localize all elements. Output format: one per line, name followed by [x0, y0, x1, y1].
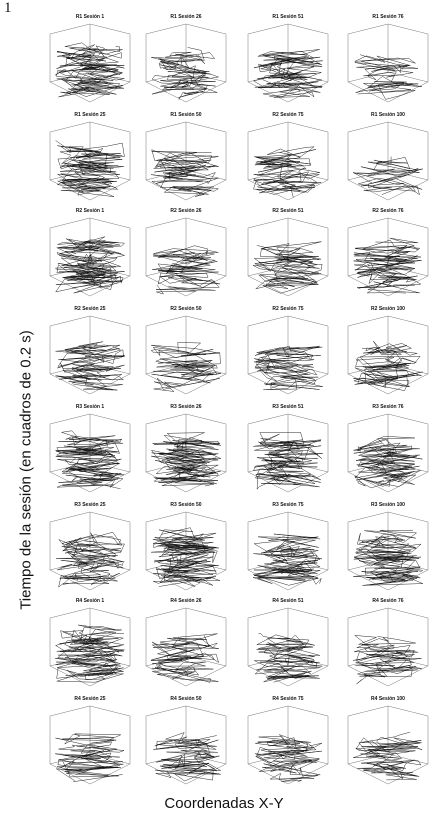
panel-3d-plot: [340, 412, 436, 500]
plot-panel: [42, 208, 138, 304]
panel-title: R4 Sesión 75: [272, 696, 304, 702]
panel-3d-plot: [340, 606, 436, 694]
box-edge: [90, 122, 130, 132]
box-edge: [288, 414, 328, 424]
trajectory-line: [253, 147, 321, 198]
trajectory-line: [55, 734, 124, 782]
x-axis-label: Coordenadas X-Y: [164, 795, 284, 812]
box-edge: [90, 414, 130, 424]
box-edge: [186, 180, 226, 200]
figure-number: 1: [4, 0, 12, 16]
panel-title: R3 Sesión 26: [170, 404, 202, 410]
box-edge: [348, 706, 388, 716]
panel-3d-plot: [42, 510, 138, 598]
plot-panel: [240, 598, 336, 694]
panel-title: R4 Sesión 51: [272, 598, 304, 604]
panel-title: R2 Sesión 100: [371, 306, 405, 312]
plot-panel: [240, 14, 336, 110]
box-edge: [50, 608, 90, 618]
box-edge: [288, 608, 328, 618]
box-edge: [50, 706, 90, 716]
trajectory-line: [353, 635, 422, 684]
box-edge: [146, 276, 186, 296]
panel-3d-plot: [138, 704, 234, 792]
panel-title: R4 Sesión 76: [372, 598, 404, 604]
box-edge: [248, 316, 288, 326]
box-edge: [50, 666, 90, 686]
box-edge: [248, 170, 288, 180]
box-edge: [388, 316, 428, 326]
panel-3d-plot: [240, 606, 336, 694]
plot-panel: [138, 112, 234, 208]
box-edge: [348, 316, 388, 326]
trajectory-line: [56, 342, 125, 390]
plot-panel: [340, 404, 436, 500]
panel-title: R2 Sesión 26: [170, 208, 202, 214]
trajectory-line: [253, 534, 322, 585]
box-edge: [50, 414, 90, 424]
panel-title: R4 Sesión 26: [170, 598, 202, 604]
plot-panel: [138, 404, 234, 500]
box-edge: [186, 218, 226, 228]
plot-panel: [138, 502, 234, 598]
trajectory-line: [254, 346, 323, 390]
plot-panel: [138, 598, 234, 694]
panel-title: R2 Sesión 25: [74, 306, 106, 312]
panel-title: R2 Sesión 76: [372, 208, 404, 214]
plot-panel: [340, 14, 436, 110]
trajectory-line: [151, 634, 219, 683]
box-edge: [348, 414, 388, 424]
trajectory-line: [55, 43, 124, 97]
box-edge: [146, 316, 186, 326]
plot-panel: [138, 696, 234, 792]
panel-title: R3 Sesión 75: [272, 502, 304, 508]
plot-panel: [340, 112, 436, 208]
panel-3d-plot: [240, 120, 336, 208]
box-edge: [348, 608, 388, 618]
panel-3d-plot: [42, 704, 138, 792]
box-edge: [348, 170, 388, 180]
box-edge: [388, 122, 428, 132]
panel-title: R3 Sesión 100: [371, 502, 405, 508]
panel-3d-plot: [42, 314, 138, 402]
box-edge: [388, 24, 428, 34]
box-edge: [288, 512, 328, 522]
panel-3d-plot: [240, 510, 336, 598]
panel-title: R1 Sesión 76: [372, 14, 404, 20]
box-edge: [50, 24, 90, 34]
panel-title: R4 Sesión 50: [170, 696, 202, 702]
panel-3d-plot: [42, 412, 138, 500]
panel-3d-plot: [42, 216, 138, 304]
box-edge: [288, 180, 328, 200]
panel-title: R4 Sesión 100: [371, 696, 405, 702]
panel-3d-plot: [138, 120, 234, 208]
panel-title: R2 Sesión 51: [272, 208, 304, 214]
plot-panel: [240, 502, 336, 598]
panel-3d-plot: [240, 412, 336, 500]
panel-title: R3 Sesión 1: [75, 404, 105, 410]
panel-3d-plot: [340, 510, 436, 598]
box-edge: [248, 122, 288, 132]
box-edge: [146, 414, 186, 424]
panel-title: R3 Sesión 50: [170, 502, 202, 508]
trajectory-line: [151, 150, 219, 197]
plot-panel: [340, 306, 436, 402]
box-edge: [90, 276, 130, 296]
panel-3d-plot: [42, 120, 138, 208]
panel-3d-plot: [138, 510, 234, 598]
trajectory-line: [354, 238, 422, 293]
panel-title: R2 Sesión 50: [170, 306, 202, 312]
trajectory-line: [254, 633, 322, 682]
box-edge: [146, 754, 186, 764]
box-edge: [50, 512, 90, 522]
panel-3d-plot: [138, 22, 234, 110]
plot-panel: [340, 208, 436, 304]
box-edge: [348, 656, 388, 666]
box-edge: [248, 218, 288, 228]
box-edge: [186, 414, 226, 424]
panel-title: R4 Sesión 1: [75, 598, 105, 604]
box-edge: [146, 122, 186, 132]
panel-3d-plot: [340, 120, 436, 208]
panel-3d-plot: [138, 216, 234, 304]
plot-panel: [340, 598, 436, 694]
plot-panel: [42, 14, 138, 110]
trajectory-line: [253, 242, 322, 294]
box-edge: [186, 122, 226, 132]
panel-3d-plot: [42, 22, 138, 110]
box-edge: [288, 122, 328, 132]
box-edge: [90, 706, 130, 716]
box-edge: [146, 512, 186, 522]
panel-3d-plot: [240, 22, 336, 110]
plot-panel: [42, 112, 138, 208]
box-edge: [50, 122, 90, 132]
box-edge: [248, 706, 288, 716]
box-edge: [388, 706, 428, 716]
box-edge: [288, 218, 328, 228]
panel-title: R1 Sesión 51: [272, 14, 304, 20]
plot-panel: [42, 306, 138, 402]
box-edge: [348, 24, 388, 34]
box-edge: [288, 754, 328, 764]
box-edge: [388, 512, 428, 522]
plot-panel: [240, 208, 336, 304]
box-edge: [388, 656, 428, 666]
plot-panel: [138, 208, 234, 304]
panel-3d-plot: [340, 216, 436, 304]
trajectory-line: [353, 732, 422, 780]
box-edge: [186, 512, 226, 522]
y-axis-label-text: Tiempo de la sesión (en cuadros de 0.2 s): [17, 330, 35, 610]
plot-panel: [42, 502, 138, 598]
panel-3d-plot: [340, 704, 436, 792]
box-edge: [186, 316, 226, 326]
box-edge: [90, 24, 130, 34]
panel-3d-plot: [138, 314, 234, 402]
panel-title: R3 Sesión 76: [372, 404, 404, 410]
panel-title: R4 Sesión 25: [74, 696, 106, 702]
box-edge: [146, 706, 186, 716]
panel-title: R2 Sesión 75: [272, 306, 304, 312]
plot-panel: [340, 502, 436, 598]
box-edge: [248, 414, 288, 424]
trajectory-line: [153, 733, 220, 782]
box-edge: [90, 218, 130, 228]
plot-panel: [42, 598, 138, 694]
box-edge: [388, 608, 428, 618]
plot-panel: [42, 696, 138, 792]
box-edge: [186, 608, 226, 618]
box-edge: [288, 24, 328, 34]
panel-3d-plot: [240, 216, 336, 304]
panel-title: R1 Sesión 1: [75, 14, 105, 20]
panel-3d-plot: [340, 22, 436, 110]
box-edge: [288, 316, 328, 326]
panel-title: R1 Sesión 100: [371, 112, 405, 118]
box-edge: [146, 180, 186, 200]
panel-title: R2 Sesión 1: [75, 208, 105, 214]
box-edge: [348, 512, 388, 522]
plot-panel: [138, 14, 234, 110]
box-edge: [146, 24, 186, 34]
panel-title: R3 Sesión 25: [74, 502, 106, 508]
panel-title: R1 Sesión 26: [170, 14, 202, 20]
box-edge: [90, 512, 130, 522]
panel-3d-plot: [138, 412, 234, 500]
box-edge: [50, 316, 90, 326]
box-edge: [90, 608, 130, 618]
plot-panel: [240, 112, 336, 208]
box-edge: [146, 608, 186, 618]
panel-3d-plot: [340, 314, 436, 402]
box-edge: [146, 218, 186, 228]
box-edge: [186, 24, 226, 34]
box-edge: [348, 122, 388, 132]
plot-panel: [240, 404, 336, 500]
panel-3d-plot: [42, 606, 138, 694]
box-edge: [90, 316, 130, 326]
panel-title: R3 Sesión 51: [272, 404, 304, 410]
box-edge: [388, 414, 428, 424]
trajectory-line: [152, 246, 220, 294]
trajectory-line: [353, 341, 422, 391]
box-edge: [248, 608, 288, 618]
plot-panel: [340, 696, 436, 792]
panel-title: R1 Sesión 50: [170, 112, 202, 118]
box-edge: [248, 512, 288, 522]
box-edge: [50, 218, 90, 228]
plot-panel: [138, 306, 234, 402]
panel-3d-plot: [240, 314, 336, 402]
trajectory-line: [355, 55, 422, 100]
box-edge: [248, 24, 288, 34]
panel-3d-plot: [138, 606, 234, 694]
trajectory-line: [151, 47, 218, 99]
panel-3d-plot: [240, 704, 336, 792]
box-edge: [186, 706, 226, 716]
box-edge: [288, 706, 328, 716]
plot-panel: [240, 306, 336, 402]
box-edge: [388, 218, 428, 228]
plot-panel: [240, 696, 336, 792]
box-edge: [348, 218, 388, 228]
panel-title: R2 Sesión 75: [272, 112, 304, 118]
panel-title: R1 Sesión 25: [74, 112, 106, 118]
plot-panel: [42, 404, 138, 500]
trajectory-line: [255, 735, 322, 782]
